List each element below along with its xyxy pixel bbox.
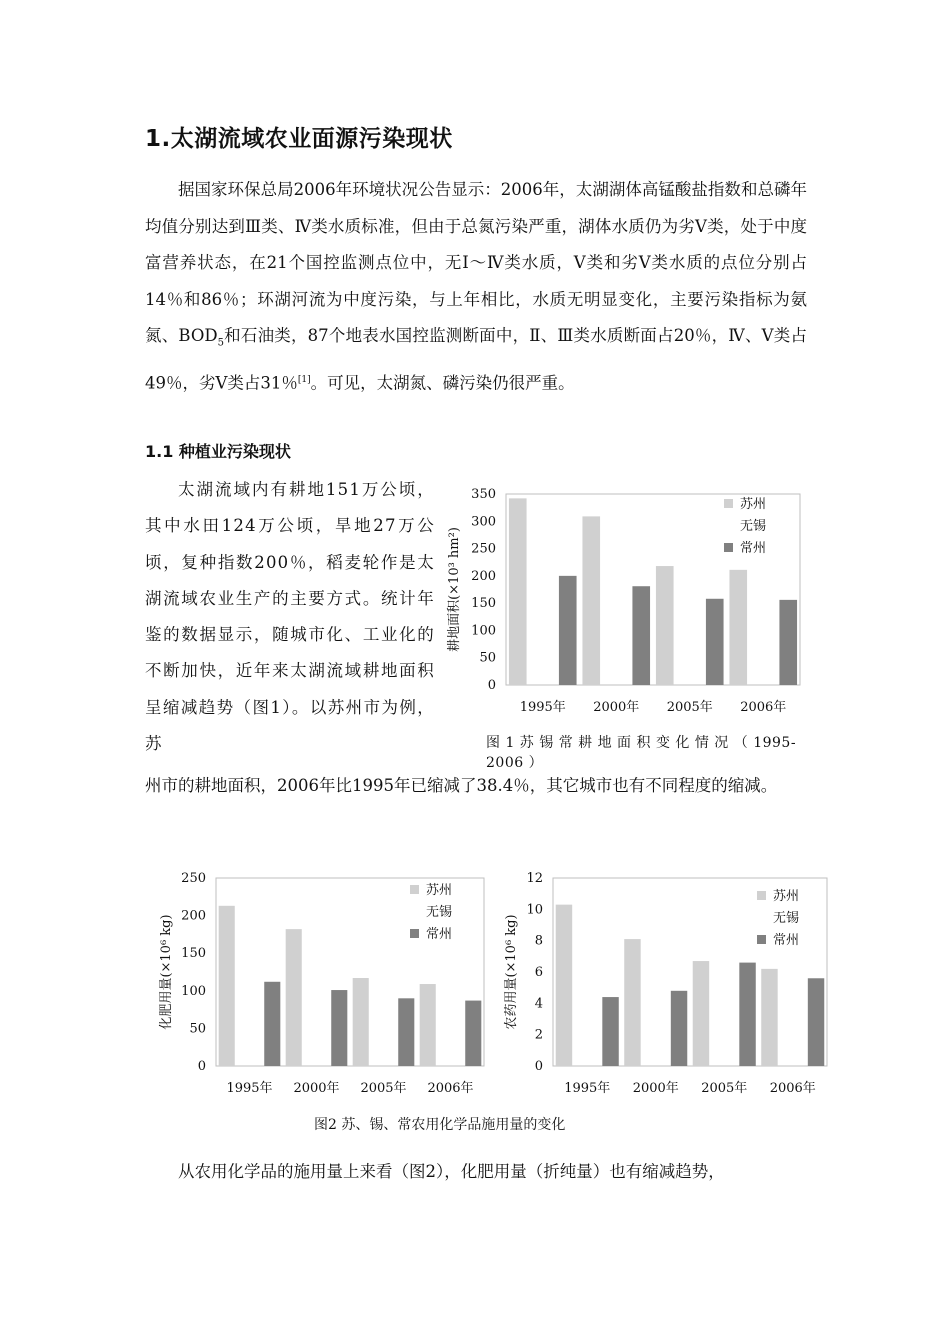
- plot-frame: [553, 878, 827, 1066]
- x-tick-label: 2006年: [769, 1081, 816, 1096]
- x-tick-label: 2000年: [593, 700, 640, 715]
- bod-subscript: 5: [217, 337, 224, 349]
- figure2-fertilizer-chart: [150, 866, 490, 1106]
- x-tick-label: 1995年: [226, 1081, 273, 1096]
- y-tick-label: 6: [534, 965, 543, 980]
- intro-paragraph: [145, 172, 807, 402]
- y-tick-label: 250: [181, 871, 206, 886]
- subsection-heading: 1.1 种植业污染现状: [145, 442, 291, 461]
- bar-苏州-1995年: [219, 906, 235, 1066]
- y-tick-label: 2: [534, 1027, 543, 1043]
- y-tick-label: 50: [189, 1021, 206, 1037]
- x-tick-label: 1995年: [564, 1081, 611, 1096]
- y-tick-label: 150: [181, 946, 206, 962]
- x-tick-label: 1995年: [519, 700, 566, 715]
- bar-苏州-2006年: [761, 969, 777, 1066]
- wrapped-paragraph: 太湖流域内有耕地151万公顷，其中水田124万公顷，旱地27万公顷，复种指数200％，稻麦轮作是太湖流域农业生产的主要方式。统计年鉴的数据显示，随城市化、工业化的不断加快，近年来太湖流域耕地面积呈缩减趋势（图1）。以苏州市为例，苏: [145, 480, 435, 754]
- legend-entry: 苏州: [426, 883, 453, 898]
- y-tick-label: 4: [534, 996, 543, 1012]
- y-tick-label: 8: [534, 933, 543, 949]
- bar-苏州-2005年: [353, 978, 369, 1066]
- bar-常州-2000年: [632, 586, 650, 685]
- legend-swatch: [757, 913, 766, 922]
- fertilizer-paragraph: 从农用化学品的施用量上来看（图2），化肥用量（折纯量）也有缩减趋势，: [178, 1162, 725, 1181]
- y-tick-label: 0: [487, 678, 496, 693]
- legend-entry: 苏州: [773, 889, 800, 904]
- legend-swatch: [757, 935, 766, 944]
- legend-swatch: [410, 929, 419, 938]
- bar-常州-2000年: [671, 991, 687, 1066]
- bar-苏州-2000年: [582, 516, 600, 685]
- y-tick-label: 10: [526, 902, 543, 918]
- y-tick-label: 200: [181, 908, 206, 924]
- x-tick-label: 2000年: [293, 1081, 340, 1096]
- bar-常州-2006年: [465, 1001, 481, 1066]
- legend-entry: 常州: [426, 927, 453, 942]
- y-axis-label: 农药用量(×10⁶ kg): [504, 914, 519, 1030]
- y-tick-label: 300: [471, 514, 496, 530]
- y-axis-label: 耕地面积(×10³ hm²): [447, 527, 462, 652]
- bar-常州-2006年: [808, 978, 824, 1066]
- citation-ref[interactable]: [1]: [297, 374, 311, 385]
- bar-苏州-2000年: [286, 929, 302, 1066]
- x-tick-label: 2005年: [701, 1081, 748, 1096]
- bar-苏州-2000年: [624, 939, 640, 1066]
- x-tick-label: 2006年: [427, 1081, 474, 1096]
- legend-entry: 常州: [773, 933, 800, 948]
- continued-paragraph: 州市的耕地面积，2006年比1995年已缩减了38.4％，其它城市也有不同程度的缩减。: [145, 776, 778, 795]
- legend-swatch: [410, 885, 419, 894]
- legend-entry: 无锡: [740, 519, 767, 534]
- y-tick-label: 12: [526, 871, 543, 886]
- bar-苏州-2006年: [420, 984, 436, 1066]
- y-tick-label: 0: [197, 1059, 206, 1074]
- bar-苏州-1995年: [509, 498, 527, 685]
- bar-常州-2000年: [331, 990, 347, 1066]
- y-tick-label: 150: [471, 596, 496, 612]
- intro-text-2: 和石油类，87个地表水国控监测断面中，Ⅱ、Ⅲ类水质断面占20％，Ⅳ、Ⅴ类占49％，劣Ⅴ类占31％: [145, 326, 807, 393]
- x-tick-label: 2005年: [666, 700, 713, 715]
- figure1-caption: 图 1 苏 锡 常 耕 地 面 积 变 化 情 况 （ 1995-2006 ）: [486, 735, 797, 771]
- legend-entry: 无锡: [773, 911, 800, 926]
- y-tick-label: 100: [471, 623, 496, 639]
- figure1-chart: [440, 482, 810, 727]
- legend-entry: 常州: [740, 541, 767, 556]
- bar-苏州-1995年: [556, 905, 572, 1066]
- legend-swatch: [724, 521, 733, 530]
- intro-text-3: 。可见，太湖氮、磷污染仍很严重。: [310, 373, 575, 393]
- x-tick-label: 2006年: [740, 700, 787, 715]
- legend-swatch: [724, 499, 733, 508]
- x-tick-label: 2000年: [632, 1081, 679, 1096]
- bar-苏州-2006年: [729, 570, 747, 685]
- y-tick-label: 100: [181, 983, 206, 999]
- bar-常州-2006年: [779, 600, 797, 685]
- figure2-caption: 图2 苏、锡、常农用化学品施用量的变化: [314, 1117, 566, 1133]
- bar-苏州-2005年: [656, 566, 674, 685]
- bar-常州-2005年: [706, 599, 724, 685]
- legend-swatch: [724, 543, 733, 552]
- legend-entry: 苏州: [740, 497, 767, 512]
- y-tick-label: 50: [479, 650, 496, 666]
- legend-swatch: [410, 907, 419, 916]
- y-tick-label: 0: [534, 1059, 543, 1074]
- figure2-pesticide-chart: [495, 866, 835, 1106]
- y-tick-label: 350: [471, 487, 496, 502]
- bar-常州-1995年: [264, 982, 280, 1066]
- legend-entry: 无锡: [426, 905, 453, 920]
- bar-常州-2005年: [739, 963, 755, 1066]
- y-tick-label: 200: [471, 568, 496, 584]
- intro-text-1: 据国家环保总局2006年环境状况公告显示：2006年，太湖湖体高锰酸盐指数和总磷年均值分别达到Ⅲ类、Ⅳ类水质标准，但由于总氮污染严重，湖体水质仍为劣Ⅴ类，处于中度富营养状态，在21个国控监测点位中，无Ⅰ～Ⅳ类水质，Ⅴ类和劣Ⅴ类水质的点位分别占14％和86％；环湖河流为中度污染，与上年相比，水质无明显变化，主要污染指标为氨氮、BOD: [145, 180, 807, 345]
- bar-常州-1995年: [602, 997, 618, 1066]
- section-heading: 1.太湖流域农业面源污染现状: [145, 126, 453, 152]
- y-tick-label: 250: [471, 541, 496, 557]
- y-axis-label: 化肥用量(×10⁶ kg): [159, 914, 174, 1030]
- legend-swatch: [757, 891, 766, 900]
- bar-常州-1995年: [559, 576, 577, 685]
- bar-苏州-2005年: [693, 961, 709, 1066]
- x-tick-label: 2005年: [360, 1081, 407, 1096]
- bar-常州-2005年: [398, 998, 414, 1066]
